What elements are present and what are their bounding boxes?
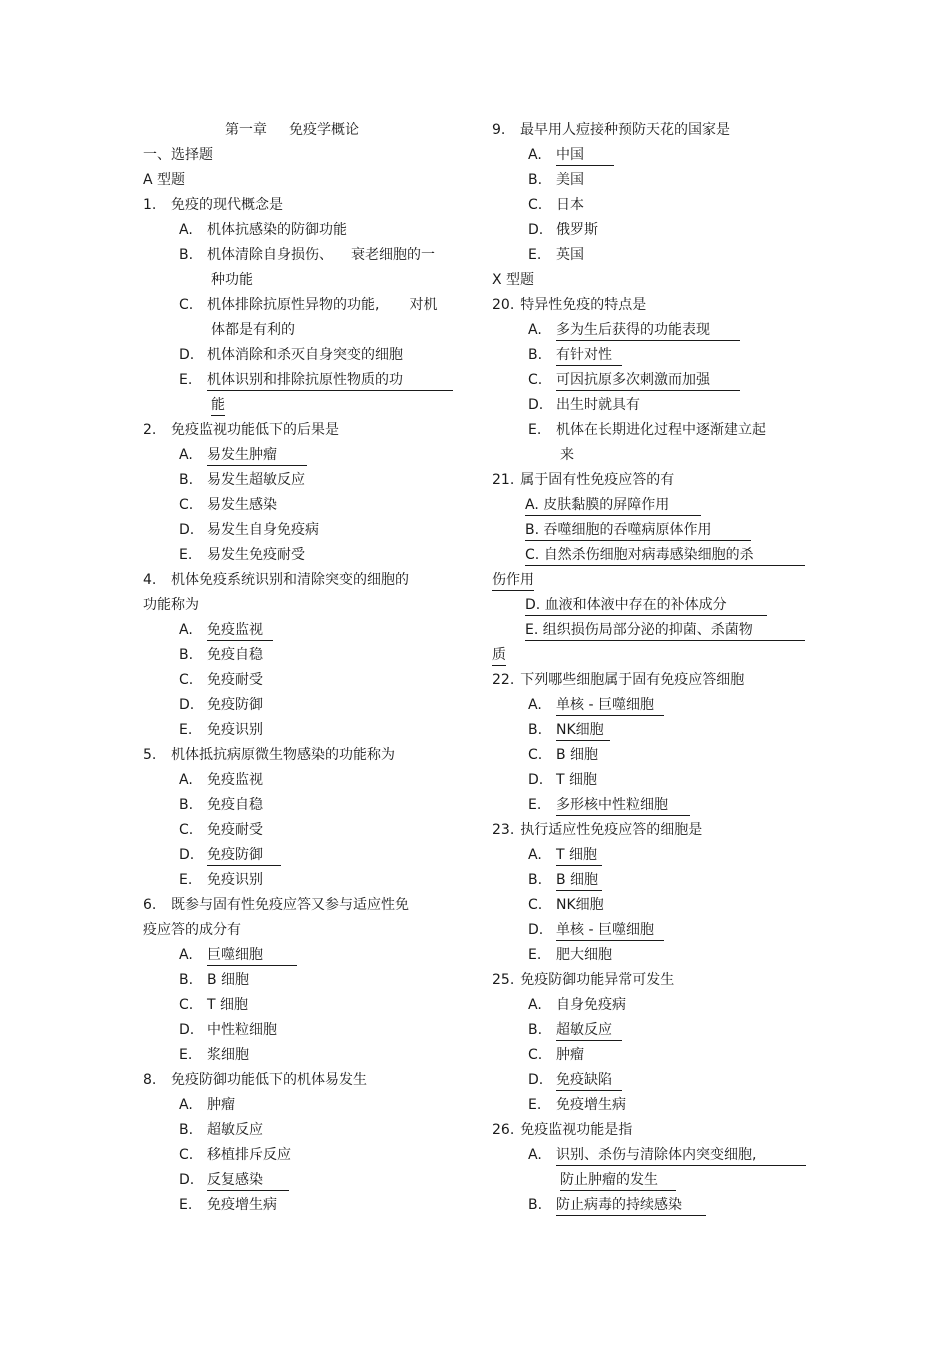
- q23-option-a: A. T 细胞: [492, 843, 812, 868]
- right-column: [492, 118, 812, 1218]
- question-2: 2. 免疫监视功能低下的后果是: [143, 422, 339, 438]
- q25-option-c: C. 肿瘤: [528, 1047, 584, 1063]
- q20-option-e-cont: 来: [560, 447, 574, 463]
- q2-option-b: B. 易发生超敏反应: [179, 472, 305, 488]
- q20-option-d: D. 出生时就具有: [528, 397, 640, 413]
- question-8: 8. 免疫防御功能低下的机体易发生: [143, 1072, 367, 1088]
- question-4-cont: 功能称为: [143, 597, 199, 613]
- q21-option-a: A. 皮肤黏膜的屏障作用: [492, 493, 812, 518]
- q22-option-b: B. NK细胞: [492, 718, 812, 743]
- q22-option-a: A. 单核 - 巨噬细胞: [492, 693, 812, 718]
- q5-option-c: C. 免疫耐受: [179, 822, 263, 838]
- chapter-title: 第一章 免疫学概论: [225, 122, 359, 138]
- q2-option-e: E. 易发生免疫耐受: [179, 547, 305, 563]
- q9-option-c: C. 日本: [528, 197, 584, 213]
- question-22: 22. 下列哪些细胞属于固有免疫应答细胞: [492, 672, 745, 688]
- q23-option-c: C. NK细胞: [528, 897, 604, 913]
- q1-option-c-cont: 体都是有利的: [211, 322, 295, 338]
- q5-option-b: B. 免疫自稳: [179, 797, 263, 813]
- q21-option-b: B. 吞噬细胞的吞噬病原体作用: [492, 518, 812, 543]
- q9-option-b: B. 美国: [528, 172, 584, 188]
- q8-option-d: D. 反复感染: [143, 1168, 463, 1193]
- q23-option-e: E. 肥大细胞: [528, 947, 612, 963]
- q4-option-c: C. 免疫耐受: [179, 672, 263, 688]
- q26-option-a: A. 识别、杀伤与清除体内突变细胞,: [492, 1143, 812, 1168]
- q25-option-a: A. 自身免疫病: [528, 997, 626, 1013]
- q25-option-e: E. 免疫增生病: [528, 1097, 626, 1113]
- q4-option-a: A. 免疫监视: [143, 618, 463, 643]
- q6-option-c: C. T 细胞: [179, 997, 249, 1013]
- q5-option-a: A. 免疫监视: [179, 772, 263, 788]
- q4-option-b: B. 免疫自稳: [179, 647, 263, 663]
- question-1: 1. 免疫的现代概念是: [143, 197, 283, 213]
- type-a-heading: A 型题: [143, 172, 186, 188]
- q4-option-d: D. 免疫防御: [179, 697, 263, 713]
- q9-option-e: E. 英国: [528, 247, 584, 263]
- q6-option-d: D. 中性粒细胞: [179, 1022, 277, 1038]
- q1-option-d: D. 机体消除和杀灭自身突变的细胞: [179, 347, 403, 363]
- q6-option-a: A. 巨噬细胞: [143, 943, 463, 968]
- question-5: 5. 机体抵抗病原微生物感染的功能称为: [143, 747, 395, 763]
- question-4: 4. 机体免疫系统识别和清除突变的细胞的: [143, 572, 409, 588]
- q23-option-b: B. B 细胞: [492, 868, 812, 893]
- question-26: 26. 免疫监视功能是指: [492, 1122, 633, 1138]
- q26-option-a-cont: 防止肿瘤的发生: [492, 1168, 812, 1193]
- q20-option-b: B. 有针对性: [492, 343, 812, 368]
- q1-option-e-cont: 能: [143, 393, 463, 418]
- section-heading: 一、选择题: [143, 147, 213, 163]
- q1-option-a: A. 机体抗感染的防御功能: [179, 222, 347, 238]
- q9-option-d: D. 俄罗斯: [528, 222, 598, 238]
- q21-option-c-cont: 伤作用: [492, 568, 812, 593]
- question-21: 21. 属于固有性免疫应答的有: [492, 472, 675, 488]
- q22-option-d: D. T 细胞: [528, 772, 598, 788]
- q8-option-e: E. 免疫增生病: [179, 1197, 277, 1213]
- q21-option-e: E. 组织损伤局部分泌的抑菌、杀菌物: [492, 618, 812, 643]
- q20-option-c: C. 可因抗原多次刺激而加强: [492, 368, 812, 393]
- q26-option-b: B. 防止病毒的持续感染: [492, 1193, 812, 1218]
- q8-option-b: B. 超敏反应: [179, 1122, 263, 1138]
- q22-option-e: E. 多形核中性粒细胞: [492, 793, 812, 818]
- type-x-heading: X 型题: [492, 272, 535, 288]
- q6-option-e: E. 浆细胞: [179, 1047, 249, 1063]
- question-6: 6. 既参与固有性免疫应答又参与适应性免: [143, 897, 409, 913]
- q6-option-b: B. B 细胞: [179, 972, 250, 988]
- q20-option-e: E. 机体在长期进化过程中逐渐建立起: [528, 422, 766, 438]
- q21-option-c: C. 自然杀伤细胞对病毒感染细胞的杀: [492, 543, 812, 568]
- q2-option-c: C. 易发生感染: [179, 497, 277, 513]
- q25-option-b: B. 超敏反应: [492, 1018, 812, 1043]
- q20-option-a: A. 多为生后获得的功能表现: [492, 318, 812, 343]
- q1-option-e: E. 机体识别和排除抗原性物质的功: [143, 368, 463, 393]
- question-25: 25. 免疫防御功能异常可发生: [492, 972, 675, 988]
- question-9: 9. 最早用人痘接种预防天花的国家是: [492, 122, 730, 138]
- q8-option-c: C. 移植排斥反应: [179, 1147, 291, 1163]
- q21-option-d: D. 血液和体液中存在的补体成分: [492, 593, 812, 618]
- q4-option-e: E. 免疫识别: [179, 722, 263, 738]
- q1-option-b: B. 机体清除自身损伤、 衰老细胞的一: [179, 247, 435, 263]
- q25-option-d: D. 免疫缺陷: [492, 1068, 812, 1093]
- q5-option-e: E. 免疫识别: [179, 872, 263, 888]
- q22-option-c: C. B 细胞: [528, 747, 599, 763]
- q2-option-a: A. 易发生肿瘤: [143, 443, 463, 468]
- q23-option-d: D. 单核 - 巨噬细胞: [492, 918, 812, 943]
- left-column: [143, 118, 463, 1218]
- q1-option-b-cont: 种功能: [211, 272, 253, 288]
- q1-option-c: C. 机体排除抗原性异物的功能, 对机: [179, 297, 438, 313]
- q8-option-a: A. 肿瘤: [179, 1097, 235, 1113]
- q9-option-a: A. 中国: [492, 143, 812, 168]
- q21-option-e-cont: 质: [492, 643, 812, 668]
- question-6-cont: 疫应答的成分有: [143, 922, 241, 938]
- q5-option-d: D. 免疫防御: [143, 843, 463, 868]
- q2-option-d: D. 易发生自身免疫病: [179, 522, 319, 538]
- question-23: 23. 执行适应性免疫应答的细胞是: [492, 822, 703, 838]
- question-20: 20. 特异性免疫的特点是: [492, 297, 647, 313]
